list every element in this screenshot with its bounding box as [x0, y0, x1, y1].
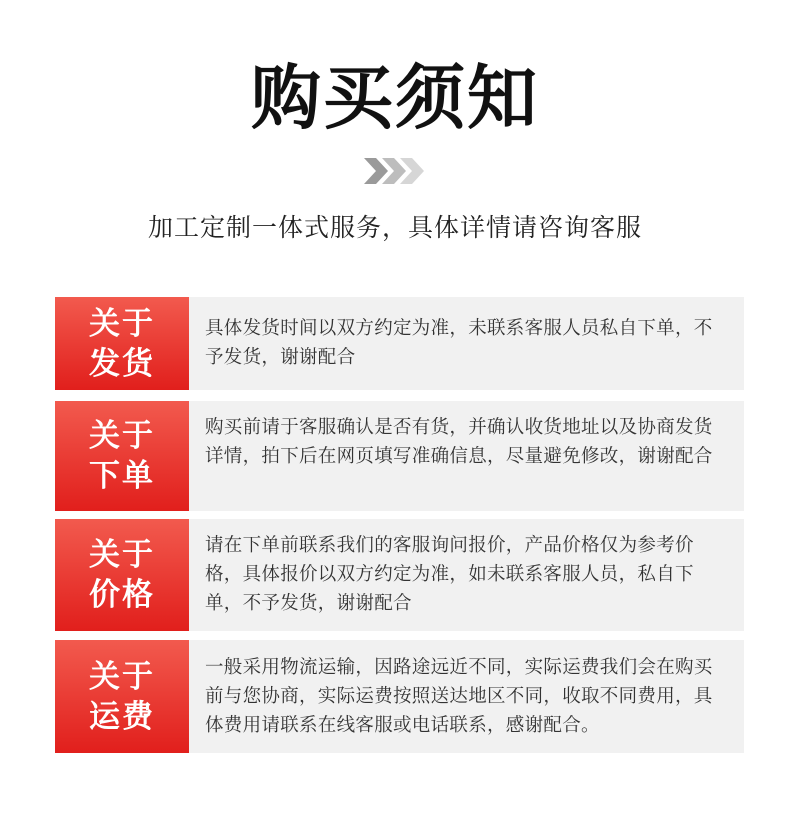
badge-line-2: 下单: [89, 458, 155, 494]
badge-line-2: 价格: [89, 577, 155, 613]
notice-text: 购买前请于客服确认是否有货，并确认收货地址以及协商发货详情，拍下后在网页填写准确信息，尽量避免修改，谢谢配合: [205, 417, 713, 467]
badge-line-2: 发货: [89, 345, 155, 382]
notice-badge: [55, 297, 189, 390]
page-title: 购买须知: [251, 57, 539, 139]
notice-badge: [55, 401, 189, 511]
notice-badge: [55, 519, 189, 631]
badge-line-1: 关于: [89, 305, 155, 342]
notice-item-price: [55, 519, 744, 631]
notice-item-order: [55, 401, 744, 511]
notice-badge: [55, 640, 189, 753]
badge-line-1: 关于: [89, 537, 155, 573]
notice-text: 请在下单前联系我们的客服询问报价，产品价格仅为参考价格，具体报价以双方约定为准，如未联系客服人员，私自下单，不予发货，谢谢配合: [205, 535, 694, 614]
notice-item-shipping: [55, 297, 744, 390]
notice-text: 一般采用物流运输，因路途远近不同，实际运费我们会在购买前与您协商，实际运费按照送达地区不同，收取不同费用，具体费用请联系在线客服或电话联系，感谢配合。: [205, 657, 713, 736]
page-subtitle: 加工定制一体式服务，具体详情请咨询客服: [147, 213, 642, 242]
triple-chevron-right-icon: [360, 156, 430, 186]
badge-line-1: 关于: [89, 418, 155, 454]
badge-line-2: 运费: [89, 698, 155, 735]
notice-text: 具体发货时间以双方约定为准，未联系客服人员私自下单，不予发货，谢谢配合: [205, 318, 713, 368]
notice-item-freight: [55, 640, 744, 753]
badge-line-1: 关于: [89, 658, 155, 695]
